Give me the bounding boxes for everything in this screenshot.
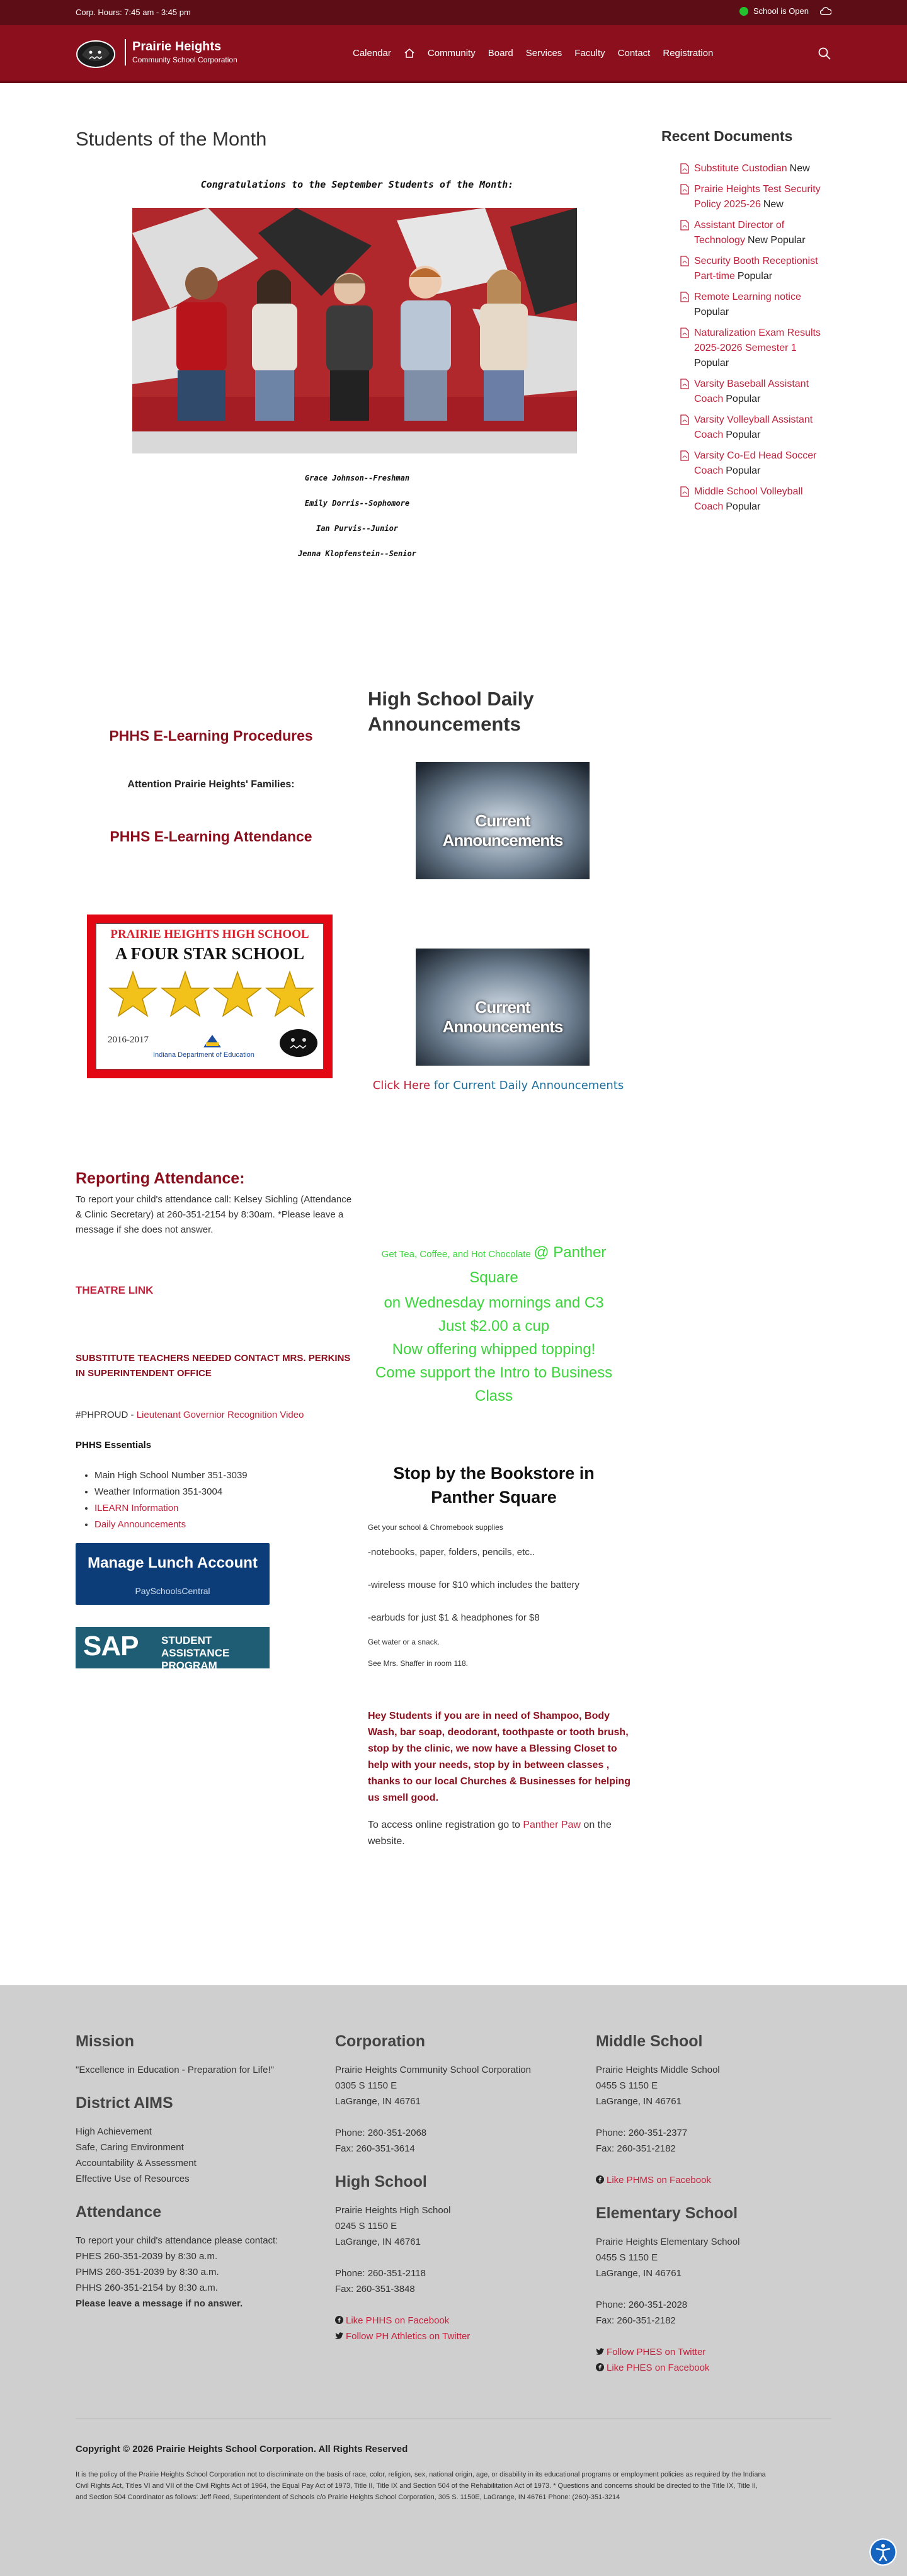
ms-line: Prairie Heights Middle School — [596, 2065, 720, 2075]
es-line: 0455 S 1150 E — [596, 2252, 658, 2263]
four-stars-icon — [108, 969, 316, 1020]
bookstore-title: Stop by the Bookstore in Panther Square — [393, 1464, 595, 1507]
aim-item: Safe, Caring Environment — [76, 2142, 184, 2153]
announcement-image-text: Current Announcements — [442, 811, 563, 850]
document-tag: Popular — [694, 307, 729, 317]
ms-facebook-row — [596, 2172, 835, 2188]
pdf-icon — [680, 414, 689, 425]
student-name: Ian Purvis--Junior — [316, 524, 399, 533]
attendance-line: PHHS 260-351-2154 by 8:30 a.m. — [76, 2282, 218, 2293]
document-link[interactable]: Naturalization Exam Results 2025-2026 Semester 1 — [694, 328, 821, 353]
document-link[interactable]: Prairie Heights Test Security Policy 2025-26 — [694, 184, 821, 210]
nav-calendar[interactable]: Calendar — [353, 48, 391, 59]
corporation-title: Corporation — [335, 2032, 426, 2050]
brand-subtitle: Community School Corporation — [132, 55, 237, 64]
nav-registration[interactable]: Registration — [663, 48, 714, 59]
document-link[interactable]: Security Booth Receptionist Part-time — [694, 256, 818, 282]
elearning-attendance-link[interactable]: PHHS E-Learning Attendance — [110, 828, 312, 845]
student-name: Grace Johnson--Freshman — [304, 474, 410, 482]
click-here-link[interactable]: Click Here — [372, 1079, 431, 1092]
tea-line-4: Now offering whipped topping! — [392, 1341, 596, 1358]
four-star-school-name: PRAIRIE HEIGHTS HIGH SCHOOL — [110, 928, 309, 941]
hs-line: Prairie Heights High School — [335, 2205, 451, 2216]
book-line: -notebooks, paper, folders, pencils, etc.. — [368, 1547, 535, 1558]
facebook-icon — [596, 2175, 604, 2184]
school-status — [739, 6, 831, 16]
panther-paw-link[interactable]: Panther Paw — [523, 1820, 581, 1830]
tea-line-5: Come support the Intro to Business Class — [375, 1364, 613, 1405]
document-tag: Popular — [726, 501, 761, 512]
district-aims-title: District AIMS — [76, 2094, 173, 2112]
es-line: Prairie Heights Elementary School — [596, 2237, 740, 2247]
document-item — [680, 484, 838, 515]
hs-twitter-link[interactable]: Follow PH Athletics on Twitter — [346, 2331, 471, 2342]
middle-school-title: Middle School — [596, 2032, 703, 2050]
document-link[interactable]: Varsity Baseball Assistant Coach — [694, 379, 809, 404]
pdf-icon — [680, 184, 689, 195]
essentials-list — [94, 1468, 248, 1533]
pdf-icon — [680, 328, 689, 338]
es-fax: Fax: 260-351-2182 — [596, 2315, 676, 2326]
attendance-line: PHMS 260-351-2039 by 8:30 a.m. — [76, 2267, 219, 2277]
weather-cloud-icon[interactable] — [820, 7, 831, 16]
pdf-icon — [680, 450, 689, 461]
students-list — [132, 474, 582, 574]
document-item — [680, 413, 838, 443]
document-link[interactable]: Varsity Volleyball Assistant Coach — [694, 414, 813, 440]
reporting-attendance-title: Reporting Attendance: — [76, 1170, 245, 1187]
status-text: School is Open — [753, 6, 809, 16]
document-tag: Popular — [726, 394, 761, 404]
document-link[interactable]: Assistant Director of Technology — [694, 220, 785, 246]
es-phone: Phone: 260-351-2028 — [596, 2300, 688, 2310]
book-line: Get your school & Chromebook supplies — [368, 1523, 503, 1532]
es-facebook-row — [596, 2360, 835, 2376]
attendance-title: Attendance — [76, 2203, 162, 2221]
document-tag: Popular — [694, 358, 729, 368]
nav-faculty[interactable]: Faculty — [574, 48, 605, 59]
recent-documents-list — [680, 161, 838, 520]
high-school-title: High School — [335, 2173, 427, 2191]
book-line: -wireless mouse for $10 which includes the battery — [368, 1580, 579, 1590]
document-link[interactable]: Varsity Co-Ed Head Soccer Coach — [694, 450, 817, 476]
ms-line: 0455 S 1150 E — [596, 2080, 658, 2091]
phproud-prefix: #PHPROUD - — [76, 1410, 137, 1420]
four-star-badge-inner — [96, 923, 324, 1069]
book-line: See Mrs. Shaffer in room 118. — [368, 1659, 468, 1668]
facebook-icon — [596, 2363, 604, 2371]
online-prefix: To access online registration go to — [368, 1820, 523, 1830]
hs-fax: Fax: 260-351-3848 — [335, 2284, 415, 2294]
legal-notice: It is the policy of the Prairie Heights School Corporation not to discriminate on the basis of race, color, religion, sex, national origin, age, or disability in its educational programs or employment policies as required by the Indiana Civil Rights Act, Titles VI and VII of the Civil Rights Act of 1964, the Equal Pay Act of 1973, Title II, Title IX and Section 504 of the Rehabilitation Act of 1973. * Questions and concerns should be directed to the Title IX, Title II, and Section 504 Coordinator as follows: Jeff Reed, Superintendent of Schools c/o Prairie Heights School Corporation, 305 S. 1150E, LaGrange, IN 46761 Phone: (260)-351-3214 — [76, 2471, 766, 2501]
substitute-teachers-notice: SUBSTITUTE TEACHERS NEEDED CONTACT MRS. PERKINS IN SUPERINTENDENT OFFICE — [76, 1353, 351, 1379]
tea-line-1: Get Tea, Coffee, and Hot Chocolate — [381, 1249, 531, 1260]
ms-phone: Phone: 260-351-2377 — [596, 2128, 688, 2138]
student-name: Emily Dorris--Sophomore — [304, 499, 410, 508]
main-nav — [353, 48, 713, 59]
lunch-banner-title: Manage Lunch Account — [88, 1554, 258, 1571]
essentials-title: PHHS Essentials — [76, 1440, 152, 1450]
tea-line-2: on Wednesday mornings and C3 — [384, 1294, 604, 1311]
document-item — [680, 161, 838, 176]
four-star-years: 2016-2017 — [108, 1035, 149, 1045]
document-tag: New Popular — [747, 235, 806, 246]
pdf-icon — [680, 220, 689, 231]
document-item — [680, 326, 838, 371]
status-indicator-icon — [739, 7, 748, 16]
brand[interactable] — [125, 39, 237, 66]
book-line: Get water or a snack. — [368, 1638, 440, 1646]
corp-line: 0305 S 1150 E — [335, 2080, 397, 2091]
copyright: Copyright © 2026 Prairie Heights School Corporation. All Rights Reserved — [76, 2444, 408, 2454]
nav-board[interactable]: Board — [488, 48, 513, 59]
document-item — [680, 448, 838, 479]
aim-item: Accountability & Assessment — [76, 2158, 197, 2169]
online-suffix: on the website. — [368, 1820, 612, 1847]
book-line: -earbuds for just $1 & headphones for $8 — [368, 1612, 540, 1623]
elementary-school-title: Elementary School — [596, 2204, 738, 2222]
document-tag: Popular — [726, 465, 761, 476]
brand-title: Prairie Heights — [132, 40, 222, 54]
es-twitter-link[interactable]: Follow PHES on Twitter — [607, 2347, 706, 2357]
pdf-icon — [680, 256, 689, 266]
students-of-month-photo — [132, 208, 577, 453]
hs-facebook-link[interactable]: Like PHHS on Facebook — [346, 2315, 450, 2326]
lunch-banner-sub: PaySchoolsCentral — [135, 1586, 210, 1596]
document-link[interactable]: Substitute Custodian — [694, 163, 787, 174]
document-tag: Popular — [726, 430, 761, 440]
corp-line: Prairie Heights Community School Corporation — [335, 2065, 531, 2075]
panther-logo-icon[interactable] — [76, 40, 116, 69]
corp-phone: Phone: 260-351-2068 — [335, 2128, 427, 2138]
footer-col-middle — [335, 2032, 574, 2344]
panther-mascot-icon — [278, 1027, 319, 1059]
page-title: Students of the Month — [76, 128, 267, 150]
pdf-icon — [680, 486, 689, 497]
document-tag: New — [789, 163, 810, 174]
hs-facebook-row — [335, 2313, 574, 2328]
document-item — [680, 290, 838, 320]
document-tag: Popular — [737, 271, 773, 282]
attendance-note: Please leave a message if no answer. — [76, 2298, 243, 2309]
elearning-procedures-link[interactable]: PHHS E-Learning Procedures — [109, 727, 313, 744]
corp-fax: Fax: 260-351-3614 — [335, 2143, 415, 2154]
es-facebook-link[interactable]: Like PHES on Facebook — [607, 2362, 710, 2373]
phproud-line — [76, 1410, 304, 1420]
home-icon[interactable] — [404, 48, 415, 59]
recognition-video-link[interactable]: Lieutenant Governior Recognition Video — [136, 1410, 304, 1420]
nav-community[interactable]: Community — [427, 48, 476, 59]
footer-col-left — [76, 2032, 315, 2311]
current-announcements-image[interactable] — [416, 949, 590, 1066]
four-star-school-badge[interactable] — [87, 915, 333, 1078]
daily-announcements-link[interactable]: Daily Announcements — [94, 1519, 186, 1530]
twitter-icon — [596, 2347, 604, 2356]
online-registration — [368, 1817, 645, 1850]
document-item — [680, 218, 838, 248]
essential-item — [94, 1500, 248, 1517]
ms-facebook-link[interactable]: Like PHMS on Facebook — [607, 2175, 711, 2186]
facebook-icon — [335, 2316, 343, 2324]
document-tag: New — [763, 199, 784, 210]
hs-line: 0245 S 1150 E — [335, 2221, 397, 2231]
pdf-icon — [680, 292, 689, 302]
current-announcements-image[interactable] — [416, 762, 590, 879]
accessibility-icon[interactable] — [869, 2538, 897, 2566]
attention-families: Attention Prairie Heights' Families: — [127, 779, 295, 790]
student-name: Jenna Klopfenstein--Senior — [298, 549, 416, 558]
pdf-icon — [680, 379, 689, 389]
pdf-icon — [680, 163, 689, 174]
search-icon[interactable] — [818, 47, 831, 60]
mission-text: "Excellence in Education - Preparation for Life!" — [76, 2065, 274, 2075]
theatre-link[interactable]: THEATRE LINK — [76, 1284, 154, 1296]
mission-title: Mission — [76, 2032, 135, 2050]
corp-line: LaGrange, IN 46761 — [335, 2096, 421, 2107]
blessing-closet-notice: Hey Students if you are in need of Shampoo, Body Wash, bar soap, deodorant, toothpaste or tooth brush, stop by the clinic, we now have a Blessing Closet to help with your needs, stop by in between classes , thanks to our local Churches & Businesses for helping us smell good. — [368, 1711, 630, 1803]
tea-coffee-promo — [368, 1241, 620, 1408]
es-twitter-row — [596, 2344, 835, 2360]
site-header — [0, 25, 907, 83]
sap-banner-acronym: SAP — [83, 1631, 139, 1661]
students-caption: Congratulations to the September Students of the Month: — [200, 179, 514, 190]
hs-line: LaGrange, IN 46761 — [335, 2237, 421, 2247]
click-here-rest: for Current Daily Announcements — [430, 1079, 624, 1092]
es-line: LaGrange, IN 46761 — [596, 2268, 682, 2279]
document-item — [680, 377, 838, 407]
document-link[interactable]: Remote Learning notice — [694, 292, 801, 302]
ilearn-link[interactable]: ILEARN Information — [94, 1503, 179, 1513]
click-here-line — [368, 1079, 629, 1092]
attendance-line: To report your child's attendance please contact: — [76, 2235, 278, 2246]
document-item — [680, 182, 838, 212]
twitter-icon — [335, 2332, 343, 2340]
announcement-image-text: Current Announcements — [442, 998, 563, 1036]
aim-item: Effective Use of Resources — [76, 2174, 190, 2184]
corp-hours: Corp. Hours: 7:45 am - 3:45 pm — [76, 8, 191, 17]
document-link[interactable]: Middle School Volleyball Coach — [694, 486, 803, 512]
essential-item: • Weather Information 351-3004 — [94, 1484, 248, 1500]
daily-announcements-title: High School Daily Announcements — [368, 688, 534, 735]
indiana-doe-logo-icon — [201, 1032, 224, 1050]
document-item — [680, 254, 838, 284]
ms-line: LaGrange, IN 46761 — [596, 2096, 682, 2107]
footer-col-right — [596, 2032, 835, 2376]
hs-phone: Phone: 260-351-2118 — [335, 2268, 426, 2279]
hs-twitter-row — [335, 2328, 574, 2344]
manage-lunch-account-banner[interactable] — [76, 1543, 270, 1605]
aim-item: High Achievement — [76, 2126, 152, 2137]
sap-banner-text: STUDENT ASSISTANCE PROGRAM — [161, 1634, 230, 1672]
tea-line-1b: @ Panther Square — [469, 1244, 607, 1286]
top-bar — [0, 0, 907, 25]
tea-line-3: Just $2.00 a cup — [438, 1318, 550, 1335]
recent-documents-title: Recent Documents — [661, 128, 793, 144]
nav-services[interactable]: Services — [525, 48, 562, 59]
ms-fax: Fax: 260-351-2182 — [596, 2143, 676, 2154]
essential-item: • Main High School Number 351-3039 — [94, 1468, 248, 1484]
indiana-doe-text: Indiana Department of Education — [153, 1051, 254, 1059]
sap-program-banner[interactable] — [76, 1627, 270, 1672]
nav-contact[interactable]: Contact — [617, 48, 651, 59]
essential-item — [94, 1517, 248, 1533]
four-star-title: A FOUR STAR SCHOOL — [115, 944, 305, 963]
attendance-line: PHES 260-351-2039 by 8:30 a.m. — [76, 2251, 218, 2262]
reporting-attendance-text: To report your child's attendance call: Kelsey Sichling (Attendance & Clinic Secretary) at 260-351-2154 by 8:30am. *Please leave a message if she does not answer. — [76, 1194, 352, 1235]
